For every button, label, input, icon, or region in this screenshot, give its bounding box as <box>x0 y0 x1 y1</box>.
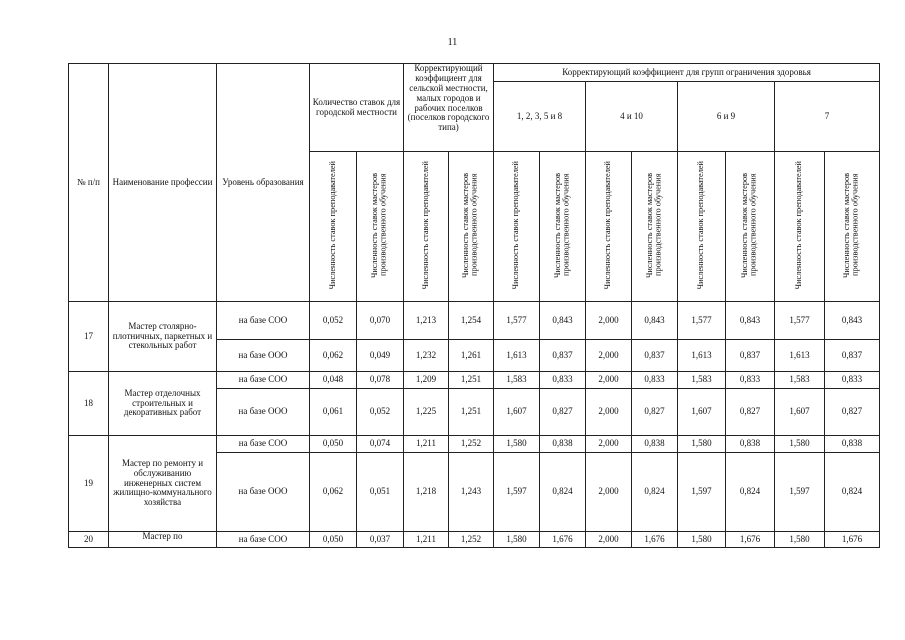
subheader-label: Численность ставок мастеров производственного обучения <box>740 172 758 278</box>
value-cell: 1,218 <box>404 453 449 532</box>
profession-name: Мастер по <box>109 532 217 548</box>
subheader-teachers <box>404 152 449 302</box>
value-cell: 1,583 <box>494 372 540 389</box>
value-cell: 0,061 <box>310 389 357 436</box>
value-cell: 0,827 <box>540 389 586 436</box>
value-cell: 1,580 <box>678 436 726 453</box>
education-level: на базе СОО <box>217 302 310 340</box>
subheader-masters <box>726 152 775 302</box>
page-number: 11 <box>447 37 458 48</box>
header-level: Уровень образования <box>217 64 310 302</box>
subheader-label: Численность ставок преподавателей <box>511 160 521 290</box>
header-group-3: 6 и 9 <box>678 82 775 152</box>
header-group-4: 7 <box>775 82 880 152</box>
table-row <box>69 372 880 389</box>
value-cell: 0,824 <box>825 453 880 532</box>
value-cell: 1,209 <box>404 372 449 389</box>
row-number: 18 <box>69 372 109 436</box>
subheader-label: Численность ставок мастеров производственного обучения <box>370 172 388 278</box>
value-cell: 1,613 <box>494 340 540 372</box>
subheader-masters <box>357 152 404 302</box>
value-cell: 1,607 <box>494 389 540 436</box>
subheader-masters <box>825 152 880 302</box>
education-level: на базе ООО <box>217 389 310 436</box>
row-number: 17 <box>69 302 109 372</box>
value-cell: 0,070 <box>357 302 404 340</box>
profession-name: Мастер отделочных строительных и декоративных работ <box>109 372 217 436</box>
value-cell: 1,254 <box>449 302 494 340</box>
header-health: Корректирующий коэффициент для групп ограничения здоровья <box>494 64 880 82</box>
value-cell: 0,062 <box>310 340 357 372</box>
value-cell: 0,827 <box>632 389 678 436</box>
value-cell: 1,580 <box>494 532 540 548</box>
subheader-label: Численность ставок преподавателей <box>603 160 613 290</box>
value-cell: 1,613 <box>775 340 825 372</box>
value-cell: 1,580 <box>775 532 825 548</box>
value-cell: 1,613 <box>678 340 726 372</box>
education-level: на базе СОО <box>217 436 310 453</box>
value-cell: 0,837 <box>540 340 586 372</box>
table-row <box>69 436 880 453</box>
value-cell: 1,252 <box>449 436 494 453</box>
value-cell: 1,676 <box>632 532 678 548</box>
subheader-label: Численность ставок преподавателей <box>794 160 804 290</box>
table-row <box>69 532 880 548</box>
value-cell: 0,843 <box>632 302 678 340</box>
subheader-label: Численность ставок мастеров производственного обучения <box>552 172 571 278</box>
value-cell: 0,824 <box>540 453 586 532</box>
value-cell: 1,676 <box>726 532 775 548</box>
value-cell: 0,049 <box>357 340 404 372</box>
profession-name: Мастер по ремонту и обслуживанию инженерных систем жилищно-коммунального хозяйства <box>109 436 217 532</box>
value-cell: 1,607 <box>678 389 726 436</box>
value-cell: 0,074 <box>357 436 404 453</box>
value-cell: 2,000 <box>586 453 632 532</box>
value-cell: 0,838 <box>726 436 775 453</box>
value-cell: 1,597 <box>494 453 540 532</box>
value-cell: 0,843 <box>726 302 775 340</box>
education-level: на базе ООО <box>217 340 310 372</box>
value-cell: 1,577 <box>678 302 726 340</box>
value-cell: 0,048 <box>310 372 357 389</box>
value-cell: 0,827 <box>726 389 775 436</box>
value-cell: 1,232 <box>404 340 449 372</box>
coefficients-table <box>68 63 880 548</box>
subheader-label: Численность ставок преподавателей <box>696 160 706 290</box>
subheader-label: Численность ставок преподавателей <box>327 160 337 290</box>
value-cell: 1,580 <box>775 436 825 453</box>
subheader-label: Численность ставок мастеров производственного обучения <box>842 172 861 278</box>
row-number: 19 <box>69 436 109 532</box>
value-cell: 1,583 <box>775 372 825 389</box>
value-cell: 1,211 <box>404 532 449 548</box>
value-cell: 0,050 <box>310 532 357 548</box>
value-cell: 1,252 <box>449 532 494 548</box>
value-cell: 0,833 <box>632 372 678 389</box>
value-cell: 0,037 <box>357 532 404 548</box>
value-cell: 1,213 <box>404 302 449 340</box>
value-cell: 1,607 <box>775 389 825 436</box>
value-cell: 1,580 <box>494 436 540 453</box>
table-row <box>69 302 880 340</box>
subheader-label: Численность ставок мастеров производственного обучения <box>644 172 663 278</box>
value-cell: 0,838 <box>540 436 586 453</box>
education-level: на базе СОО <box>217 372 310 389</box>
value-cell: 0,837 <box>632 340 678 372</box>
subheader-masters <box>632 152 678 302</box>
subheader-label: Численность ставок мастеров производственного обучения <box>461 172 479 278</box>
value-cell: 0,051 <box>357 453 404 532</box>
subheader-teachers <box>586 152 632 302</box>
value-cell: 0,843 <box>540 302 586 340</box>
header-rural: Корректирующий коэффициент для сельской местности, малых городов и рабочих поселков (поселков городского типа) <box>404 64 494 152</box>
value-cell: 2,000 <box>586 372 632 389</box>
subheader-teachers <box>494 152 540 302</box>
value-cell: 1,597 <box>678 453 726 532</box>
value-cell: 0,833 <box>540 372 586 389</box>
education-level: на базе СОО <box>217 532 310 548</box>
value-cell: 1,676 <box>540 532 586 548</box>
header-urban: Количество ставок для городской местности <box>310 64 404 152</box>
value-cell: 2,000 <box>586 436 632 453</box>
value-cell: 1,577 <box>775 302 825 340</box>
value-cell: 2,000 <box>586 302 632 340</box>
subheader-masters <box>540 152 586 302</box>
value-cell: 0,052 <box>310 302 357 340</box>
header-group-2: 4 и 10 <box>586 82 678 152</box>
value-cell: 2,000 <box>586 532 632 548</box>
value-cell: 2,000 <box>586 389 632 436</box>
value-cell: 0,833 <box>726 372 775 389</box>
education-level: на базе ООО <box>217 453 310 532</box>
value-cell: 1,251 <box>449 372 494 389</box>
value-cell: 0,824 <box>632 453 678 532</box>
value-cell: 0,827 <box>825 389 880 436</box>
value-cell: 0,078 <box>357 372 404 389</box>
subheader-masters <box>449 152 494 302</box>
value-cell: 1,261 <box>449 340 494 372</box>
value-cell: 1,597 <box>775 453 825 532</box>
value-cell: 1,580 <box>678 532 726 548</box>
value-cell: 0,838 <box>632 436 678 453</box>
subheader-teachers <box>310 152 357 302</box>
value-cell: 0,838 <box>825 436 880 453</box>
subheader-teachers <box>775 152 825 302</box>
value-cell: 1,225 <box>404 389 449 436</box>
value-cell: 0,824 <box>726 453 775 532</box>
value-cell: 1,583 <box>678 372 726 389</box>
header-profession: Наименование профессии <box>109 64 217 302</box>
value-cell: 1,251 <box>449 389 494 436</box>
value-cell: 1,577 <box>494 302 540 340</box>
value-cell: 0,050 <box>310 436 357 453</box>
value-cell: 0,837 <box>726 340 775 372</box>
value-cell: 0,833 <box>825 372 880 389</box>
header-no: № п/п <box>69 64 109 302</box>
profession-name: Мастер столярно-плотничных, паркетных и стекольных работ <box>109 302 217 372</box>
value-cell: 0,843 <box>825 302 880 340</box>
value-cell: 1,243 <box>449 453 494 532</box>
value-cell: 1,211 <box>404 436 449 453</box>
row-number: 20 <box>69 532 109 548</box>
header-group-1: 1, 2, 3, 5 и 8 <box>494 82 586 152</box>
subheader-teachers <box>678 152 726 302</box>
value-cell: 1,676 <box>825 532 880 548</box>
value-cell: 2,000 <box>586 340 632 372</box>
value-cell: 0,062 <box>310 453 357 532</box>
value-cell: 0,837 <box>825 340 880 372</box>
value-cell: 0,052 <box>357 389 404 436</box>
subheader-label: Численность ставок преподавателей <box>420 160 430 290</box>
